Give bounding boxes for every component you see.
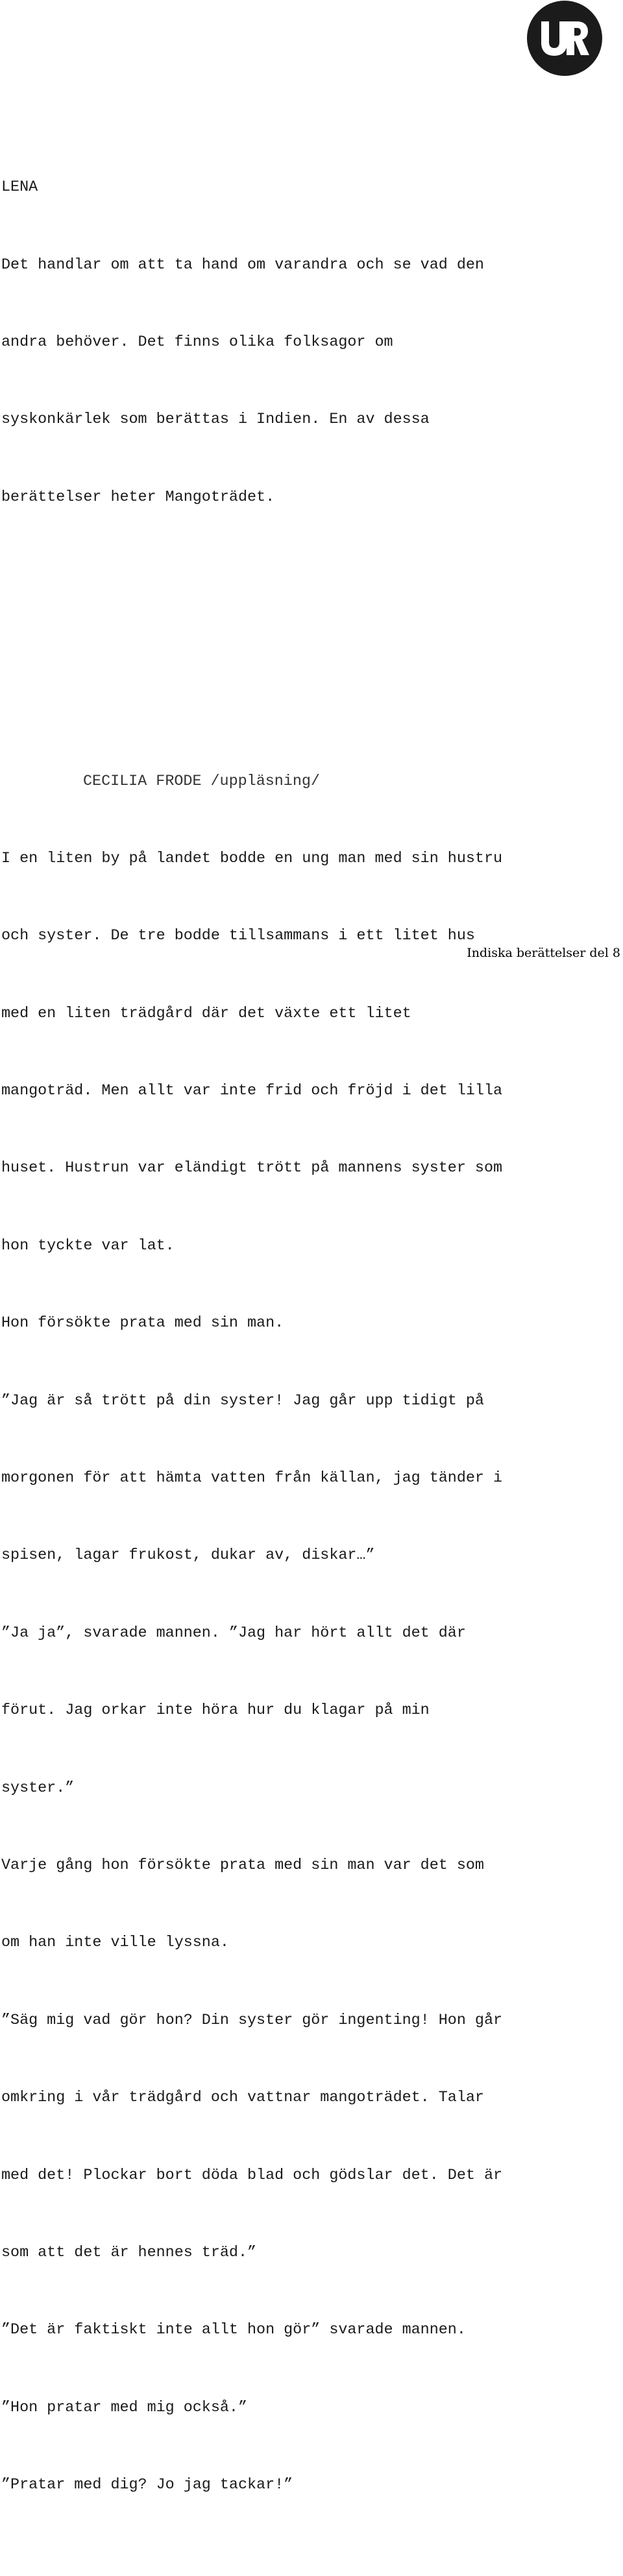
ur-logo [527, 1, 602, 76]
script-block-lena [1, 124, 618, 563]
text-line: syskonkärlek som berättas i Indien. En av dessa [1, 411, 430, 429]
script-block-cecilia [1, 717, 618, 2551]
text-line: berättelser heter Mangoträdet. [1, 488, 275, 506]
text-line: spisen, lagar frukost, dukar av, diskar…” [1, 1547, 375, 1565]
text-line: ”Säg mig vad gör hon? Din syster gör ingenting! Hon går [1, 2012, 503, 2029]
page-footer: Indiska berättelser del 8 [467, 946, 620, 960]
text-line: omkring i vår trädgård och vattnar mangoträdet. Talar [1, 2089, 484, 2107]
text-line: om han inte ville lyssna. [1, 1934, 229, 1952]
text-line: med en liten trädgård där det växte ett litet [1, 1005, 411, 1022]
text-line: Varje gång hon försökte prata med sin man var det som [1, 1857, 484, 1874]
text-line: som att det är hennes träd.” [1, 2244, 257, 2261]
manuscript [1, 72, 618, 2576]
text-line: morgonen för att hämta vatten från källan, jag tänder i [1, 1470, 503, 1487]
speaker-name: CECILIA FRODE /uppläsning/ [83, 773, 320, 790]
text-line: ”Ja ja”, svarade mannen. ”Jag har hört allt det där [1, 1624, 466, 1642]
text-line: mangoträd. Men allt var inte frid och fröjd i det lilla [1, 1083, 503, 1100]
text-line: Det handlar om att ta hand om varandra och se vad den [1, 256, 484, 274]
text-line: syster.” [1, 1779, 75, 1797]
text-line: ”Hon pratar med mig också.” [1, 2399, 247, 2416]
text-line: hon tyckte var lat. [1, 1237, 175, 1255]
text-line: I en liten by på landet bodde en ung man med sin hustru [1, 850, 503, 867]
text-line: ”Pratar med dig? Jo jag tackar!” [1, 2477, 293, 2494]
text-line: ”Jag är så trött på din syster! Jag går upp tidigt på [1, 1392, 484, 1410]
text-line: med det! Plockar bort döda blad och gödslar det. Det är [1, 2167, 503, 2184]
text-line: och syster. De tre bodde tillsammans i ett litet hus [1, 928, 475, 945]
text-line: andra behöver. Det finns olika folksagor om [1, 333, 393, 351]
block-spacer [1, 614, 618, 666]
text-line: ”Det är faktiskt inte allt hon gör” svarade mannen. [1, 2322, 466, 2339]
text-line: Hon försökte prata med sin man. [1, 1315, 284, 1332]
speaker-name: LENA [1, 179, 38, 197]
text-line: huset. Hustrun var eländigt trött på mannens syster som [1, 1160, 503, 1177]
text-line: förut. Jag orkar inte höra hur du klagar på min [1, 1702, 430, 1720]
